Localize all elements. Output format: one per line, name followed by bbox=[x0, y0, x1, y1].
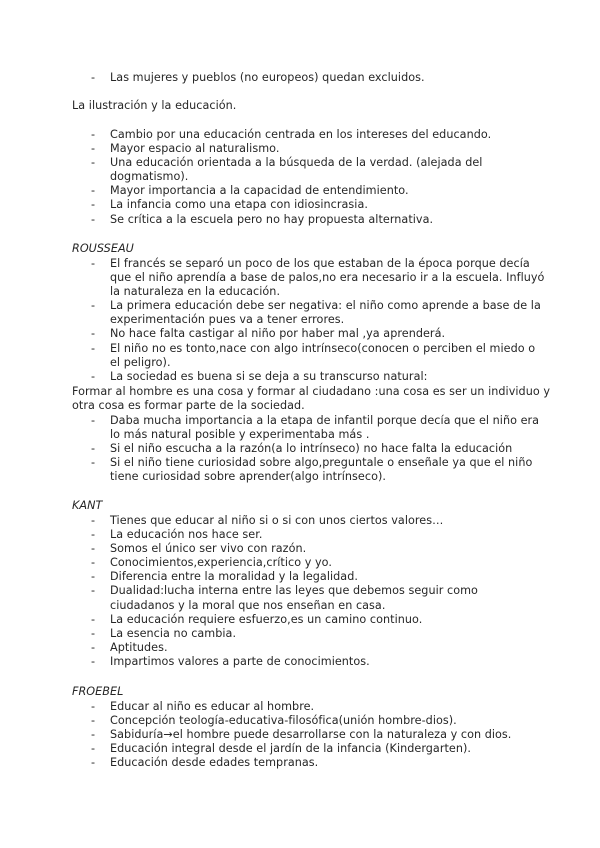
bullet-dash: - bbox=[91, 71, 96, 84]
list-item-text: Cambio por una educación centrada en los intereses del educando. bbox=[110, 128, 492, 141]
bullet-dash: - bbox=[91, 640, 96, 654]
bullet-dash: - bbox=[91, 756, 96, 770]
bullet-dash: - bbox=[91, 442, 96, 456]
list-item bbox=[76, 184, 546, 198]
list-item-text: Una educación orientada a la búsqueda de la verdad. (alejada del dogmatismo). bbox=[110, 156, 483, 184]
list-item-text: No hace falta castigar al niño por haber mal ,ya aprenderá. bbox=[110, 327, 446, 341]
bullet-dash: - bbox=[91, 742, 96, 756]
bullet-dash: - bbox=[91, 556, 96, 570]
bullet-dash: - bbox=[91, 700, 96, 713]
section-title-kant: KANT bbox=[72, 499, 103, 512]
bullet-dash: - bbox=[91, 528, 96, 542]
bullet-dash: - bbox=[91, 728, 96, 742]
list-item-text: La infancia como una etapa con idiosincrasia. bbox=[110, 198, 368, 212]
intro-list bbox=[76, 71, 546, 85]
list-item bbox=[76, 370, 546, 384]
list-item bbox=[76, 128, 546, 142]
list-item bbox=[76, 442, 546, 456]
ilustracion-list bbox=[76, 128, 546, 227]
bullet-dash: - bbox=[91, 456, 96, 470]
list-item-text: Daba mucha importancia a la etapa de infantil porque decía que el niño era lo más natural posible y experimentaba más . bbox=[110, 414, 540, 442]
section-title-ilustracion: La ilustración y la educación. bbox=[72, 99, 237, 112]
list-item-text: Concepción teología-educativa-filosófica(unión hombre-dios). bbox=[110, 714, 457, 728]
bullet-dash: - bbox=[91, 414, 96, 427]
list-item bbox=[76, 456, 546, 484]
list-item bbox=[76, 613, 546, 627]
list-item-text: Impartimos valores a parte de conocimientos. bbox=[110, 654, 370, 668]
bullet-dash: - bbox=[91, 514, 96, 527]
list-item bbox=[76, 299, 546, 327]
section-title-froebel: FROEBEL bbox=[72, 685, 124, 698]
list-item bbox=[76, 142, 546, 156]
list-item bbox=[76, 627, 546, 641]
list-item bbox=[76, 700, 546, 714]
froebel-list bbox=[76, 700, 546, 770]
list-item bbox=[76, 756, 546, 770]
list-item bbox=[76, 156, 546, 184]
list-item-text: La educación nos hace ser. bbox=[110, 528, 263, 542]
bullet-dash: - bbox=[91, 156, 96, 170]
bullet-dash: - bbox=[91, 341, 96, 355]
list-item-text: El francés se separó un poco de los que estaban de la época porque decía que el niño aprendía a base de palos,no era necesario ir a la escuela. Influyó la naturaleza en la educación. bbox=[110, 257, 545, 299]
list-item-text: Las mujeres y pueblos (no europeos) quedan excluidos. bbox=[110, 71, 425, 84]
list-item-text: El niño no es tonto,nace con algo intrínseco(conocen o perciben el miedo o el peligro). bbox=[110, 341, 536, 369]
bullet-dash: - bbox=[91, 128, 96, 141]
list-item-text: La educación requiere esfuerzo,es un camino continuo. bbox=[110, 612, 423, 626]
kant-list bbox=[76, 514, 546, 669]
list-item bbox=[76, 728, 546, 742]
bullet-dash: - bbox=[91, 626, 96, 640]
list-item-text: Conocimientos,experiencia,crítico y yo. bbox=[110, 556, 332, 570]
list-item-text: Tienes que educar al niño si o si con unos ciertos valores… bbox=[110, 514, 444, 527]
bullet-dash: - bbox=[91, 198, 96, 212]
list-item bbox=[76, 528, 546, 542]
list-item-text: Educación integral desde el jardín de la infancia (Kindergarten). bbox=[110, 742, 472, 756]
bullet-dash: - bbox=[91, 212, 96, 226]
list-item bbox=[76, 213, 546, 227]
list-item-text: Aptitudes. bbox=[110, 640, 168, 654]
list-item bbox=[76, 327, 546, 341]
bullet-dash: - bbox=[91, 714, 96, 728]
list-item bbox=[76, 71, 546, 85]
bullet-dash: - bbox=[91, 327, 96, 341]
rousseau-list-b bbox=[76, 414, 546, 484]
list-item-text: Si el niño escucha a la razón(a lo intrínseco) no hace falta la educación bbox=[110, 442, 513, 456]
list-item-text: La esencia no cambia. bbox=[110, 626, 237, 640]
bullet-dash: - bbox=[91, 584, 96, 598]
bullet-dash: - bbox=[91, 184, 96, 198]
list-item-text: Mayor espacio al naturalismo. bbox=[110, 142, 280, 156]
list-item-text: Educación desde edades tempranas. bbox=[110, 756, 319, 770]
list-item bbox=[76, 556, 546, 570]
list-item bbox=[76, 570, 546, 584]
list-item bbox=[76, 414, 546, 442]
list-item-text: Sabiduría→el hombre puede desarrollarse con la naturaleza y con dios. bbox=[110, 728, 512, 742]
list-item-text: Diferencia entre la moralidad y la legalidad. bbox=[110, 570, 358, 584]
list-item bbox=[76, 655, 546, 669]
bullet-dash: - bbox=[91, 299, 96, 313]
list-item bbox=[76, 198, 546, 212]
list-item bbox=[76, 641, 546, 655]
list-item-text: Somos el único ser vivo con razón. bbox=[110, 542, 307, 556]
bullet-dash: - bbox=[91, 654, 96, 668]
list-item-text: Se crítica a la escuela pero no hay propuesta alternativa. bbox=[110, 212, 434, 226]
bullet-dash: - bbox=[91, 257, 96, 270]
list-item bbox=[76, 342, 546, 370]
list-item bbox=[76, 542, 546, 556]
list-item-text: La sociedad es buena si se deja a su transcurso natural: bbox=[110, 369, 428, 383]
list-item-text: La primera educación debe ser negativa: el niño como aprende a base de la experimentación pues va a tener errores. bbox=[110, 299, 541, 327]
list-item-text: Si el niño tiene curiosidad sobre algo,preguntale o enseñale ya que el niño tiene curiosidad sobre aprender(algo intrínseco). bbox=[110, 456, 533, 484]
bullet-dash: - bbox=[91, 570, 96, 584]
rousseau-paragraph: Formar al hombre es una cosa y formar al ciudadano :una cosa es ser un individuo y otra cosa es formar parte de la sociedad. bbox=[72, 385, 551, 413]
list-item-text: Mayor importancia a la capacidad de entendimiento. bbox=[110, 184, 409, 198]
bullet-dash: - bbox=[91, 142, 96, 156]
bullet-dash: - bbox=[91, 612, 96, 626]
list-item-text: Educar al niño es educar al hombre. bbox=[110, 700, 315, 713]
list-item bbox=[76, 257, 546, 299]
rousseau-list-a bbox=[76, 257, 546, 384]
bullet-dash: - bbox=[91, 369, 96, 383]
section-title-rousseau: ROUSSEAU bbox=[72, 242, 134, 255]
bullet-dash: - bbox=[91, 542, 96, 556]
list-item-text: Dualidad:lucha interna entre las leyes que debemos seguir como ciudadanos y la moral que nos enseñan en casa. bbox=[110, 584, 478, 612]
list-item bbox=[76, 584, 546, 612]
list-item bbox=[76, 742, 546, 756]
list-item bbox=[76, 514, 546, 528]
list-item bbox=[76, 714, 546, 728]
